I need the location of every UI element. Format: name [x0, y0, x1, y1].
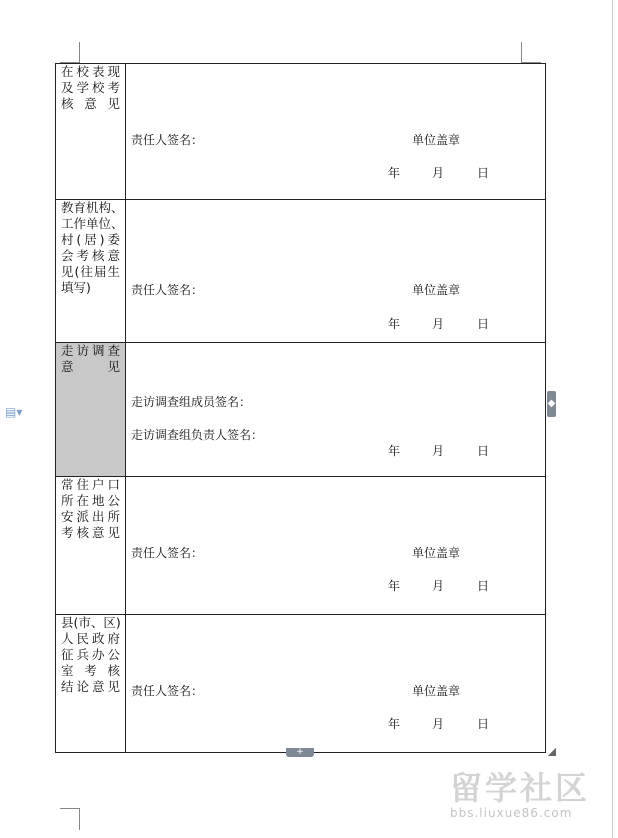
review-content-cell[interactable] — [126, 64, 546, 200]
crop-mark-top-left-v — [79, 42, 80, 63]
review-content-cell[interactable] — [126, 200, 546, 343]
seal-label: 单位盖章 — [412, 283, 461, 297]
date-day: 日 — [477, 444, 490, 458]
seal-label: 单位盖章 — [412, 133, 461, 147]
date-month: 月 — [432, 166, 445, 180]
row-label: 在校表现 及学校考 核 意 见 — [61, 64, 120, 111]
date-year: 年 — [388, 717, 401, 731]
date-day: 日 — [477, 717, 490, 731]
review-content-cell[interactable] — [126, 615, 546, 753]
date-day: 日 — [477, 317, 490, 331]
date-month: 月 — [432, 579, 445, 593]
document-map-icon[interactable]: ▤▾ — [5, 405, 23, 419]
date-year: 年 — [388, 579, 401, 593]
signer-label: 责任人签名： — [131, 133, 204, 147]
date-year: 年 — [388, 444, 401, 458]
form-row-police-review — [56, 477, 546, 615]
watermark-url: bbs.liuxue86.com — [450, 806, 573, 820]
form-row-visit-survey — [56, 343, 546, 477]
review-form-table — [55, 63, 546, 753]
review-content-cell[interactable] — [126, 477, 546, 615]
form-row-school-review — [56, 64, 546, 200]
page-edge-right — [612, 0, 613, 838]
expand-bottom-tab[interactable]: + — [286, 748, 314, 757]
form-row-recruitment-office-conclusion — [56, 615, 546, 753]
review-content-cell[interactable] — [126, 343, 546, 477]
watermark — [450, 770, 615, 820]
watermark-logo: 留学社区 — [450, 769, 591, 807]
row-label: 走访调查 意 见 — [61, 343, 120, 374]
date-year: 年 — [388, 317, 401, 331]
expand-right-tab[interactable]: ◆ — [547, 391, 556, 417]
row-label: 县(市、区) 人民政府 征兵办公 室 考 核 结论意见 — [61, 615, 121, 694]
crop-mark-bottom-left-h — [60, 808, 79, 809]
date-month: 月 — [432, 717, 445, 731]
seal-label: 单位盖章 — [412, 546, 461, 560]
resize-handle-icon[interactable] — [548, 748, 556, 756]
row-label: 常住户口 所在地公 安派出所 考核意见 — [61, 477, 120, 540]
crop-mark-top-right-v — [521, 42, 522, 63]
member-sign-label: 走访调查组成员签名： — [131, 395, 252, 409]
date-year: 年 — [388, 166, 401, 180]
date-day: 日 — [477, 166, 490, 180]
crop-mark-bottom-left-v — [79, 808, 80, 830]
seal-label: 单位盖章 — [412, 684, 461, 698]
signer-label: 责任人签名： — [131, 546, 204, 560]
date-day: 日 — [477, 579, 490, 593]
leader-sign-label: 走访调查组负责人签名： — [131, 428, 264, 442]
date-month: 月 — [432, 444, 445, 458]
form-row-institution-review — [56, 200, 546, 343]
date-month: 月 — [432, 317, 445, 331]
signer-label: 责任人签名： — [131, 283, 204, 297]
row-label: 教育机构、 工作单位、 村(居)委 会考核意 见(往届生 填写) — [61, 200, 124, 295]
signer-label: 责任人签名： — [131, 684, 204, 698]
